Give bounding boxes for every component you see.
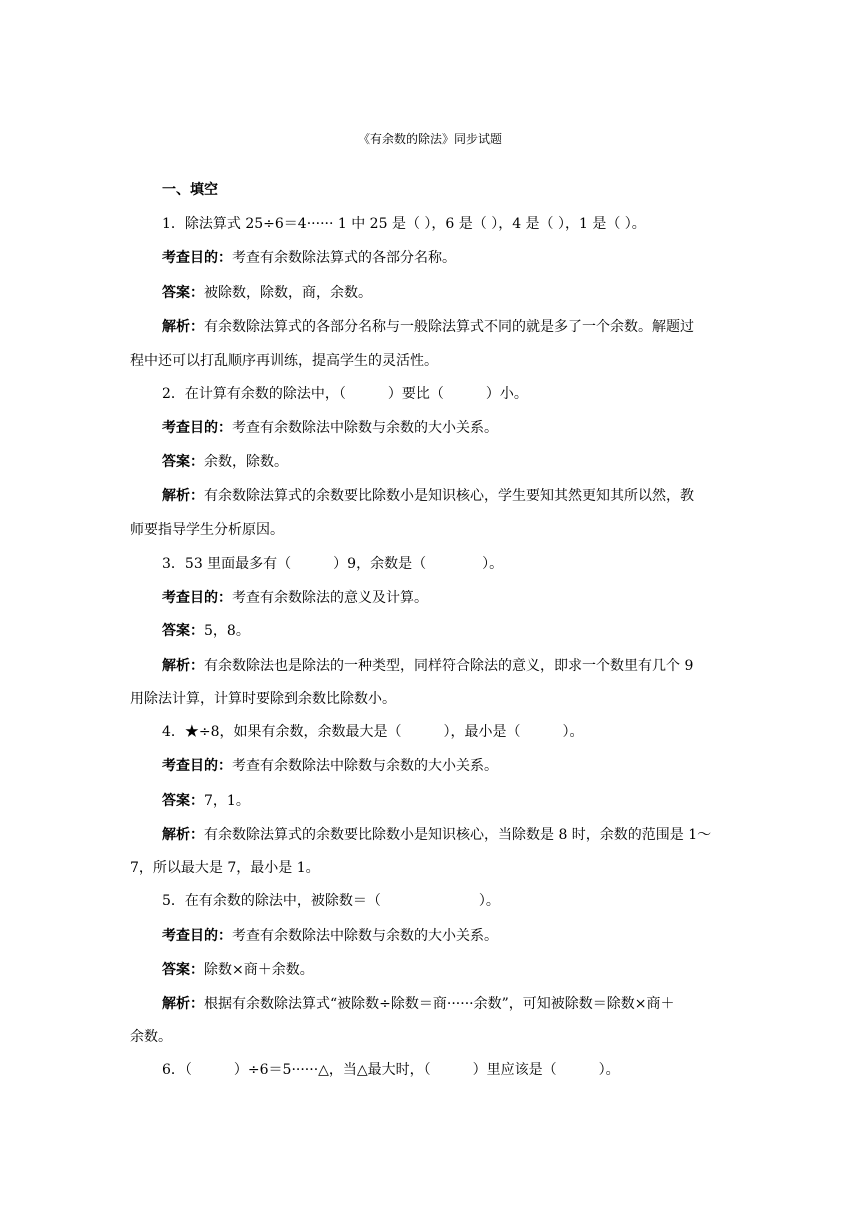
- question-4: 4．★÷8，如果有余数，余数最大是（ ），最小是（ ）。: [162, 724, 584, 740]
- question-5-analysis: [162, 995, 674, 1013]
- question-3-analysis-cont: 用除法计算，计算时要除到余数比除数小。: [130, 691, 396, 707]
- analysis-text: 有余数除法也是除法的一种类型，同样符合除法的意义，即求一个数里有几个 9: [204, 658, 694, 674]
- purpose-label: 考查目的：: [162, 420, 232, 436]
- analysis-text: 有余数除法算式的各部分名称与一般除法算式不同的就是多了一个余数。解题过: [204, 319, 694, 335]
- answer-label: 答案：: [162, 285, 204, 301]
- analysis-label: 解析：: [162, 827, 204, 843]
- question-2-answer: [162, 453, 288, 471]
- answer-label: 答案：: [162, 962, 204, 978]
- purpose-label: 考查目的：: [162, 928, 232, 944]
- question-3: 3．53 里面最多有（ ）9，余数是（ ）。: [162, 556, 504, 572]
- question-1-analysis-cont: 程中还可以打乱顺序再训练，提高学生的灵活性。: [130, 353, 438, 369]
- purpose-text: 考查有余数除法中除数与余数的大小关系。: [232, 758, 498, 774]
- question-2: 2．在计算有余数的除法中，（ ）要比（ ）小。: [162, 386, 528, 402]
- answer-text: 5，8。: [204, 623, 250, 639]
- analysis-label: 解析：: [162, 658, 204, 674]
- question-1-purpose: [162, 249, 456, 267]
- question-3-purpose: [162, 589, 428, 607]
- purpose-text: 考查有余数除法中除数与余数的大小关系。: [232, 420, 498, 436]
- analysis-text: 根据有余数除法算式“被除数÷除数＝商······余数”，可知被除数＝除数×商＋: [204, 996, 675, 1012]
- question-3-answer: [162, 622, 250, 640]
- question-2-purpose: [162, 419, 498, 437]
- document-title: 《有余数的除法》同步试题: [357, 132, 502, 146]
- question-5: 5．在有余数的除法中，被除数＝（ ）。: [162, 893, 500, 909]
- question-1: 1．除法算式 25÷6＝4······ 1 中 25 是（ ），6 是（ ），4 是（ ），1 是（ ）。: [162, 216, 646, 232]
- question-4-answer: [162, 792, 250, 810]
- purpose-label: 考查目的：: [162, 250, 232, 266]
- question-5-analysis-cont: 余数。: [130, 1029, 172, 1045]
- section-heading: 一、填空: [162, 182, 218, 198]
- analysis-label: 解析：: [162, 319, 204, 335]
- answer-text: 7，1。: [204, 793, 250, 809]
- analysis-label: 解析：: [162, 996, 204, 1012]
- question-2-analysis-cont: 师要指导学生分析原因。: [130, 522, 284, 538]
- purpose-text: 考查有余数除法算式的各部分名称。: [232, 250, 456, 266]
- question-1-answer: [162, 284, 372, 302]
- analysis-label: 解析：: [162, 488, 204, 504]
- question-3-analysis: [162, 657, 693, 675]
- purpose-text: 考查有余数除法中除数与余数的大小关系。: [232, 928, 498, 944]
- analysis-text: 有余数除法算式的余数要比除数小是知识核心，学生要知其然更知其所以然，教: [204, 488, 694, 504]
- question-4-purpose: [162, 757, 498, 775]
- question-5-answer: [162, 961, 314, 979]
- answer-label: 答案：: [162, 623, 204, 639]
- answer-label: 答案：: [162, 793, 204, 809]
- question-4-analysis: [162, 826, 711, 844]
- question-1-analysis: [162, 318, 694, 336]
- purpose-text: 考查有余数除法的意义及计算。: [232, 590, 428, 606]
- analysis-text: 有余数除法算式的余数要比除数小是知识核心，当除数是 8 时，余数的范围是 1～: [204, 827, 712, 843]
- answer-text: 余数，除数。: [204, 454, 288, 470]
- answer-text: 被除数，除数，商，余数。: [204, 285, 372, 301]
- answer-label: 答案：: [162, 454, 204, 470]
- purpose-label: 考查目的：: [162, 590, 232, 606]
- question-6: 6．（ ）÷6＝5······△，当△最大时，（ ）里应该是（ ）。: [162, 1062, 620, 1078]
- answer-text: 除数×商＋余数。: [204, 962, 314, 978]
- question-5-purpose: [162, 927, 498, 945]
- question-2-analysis: [162, 487, 694, 505]
- purpose-label: 考查目的：: [162, 758, 232, 774]
- question-4-analysis-cont: 7，所以最大是 7，最小是 1。: [130, 860, 320, 876]
